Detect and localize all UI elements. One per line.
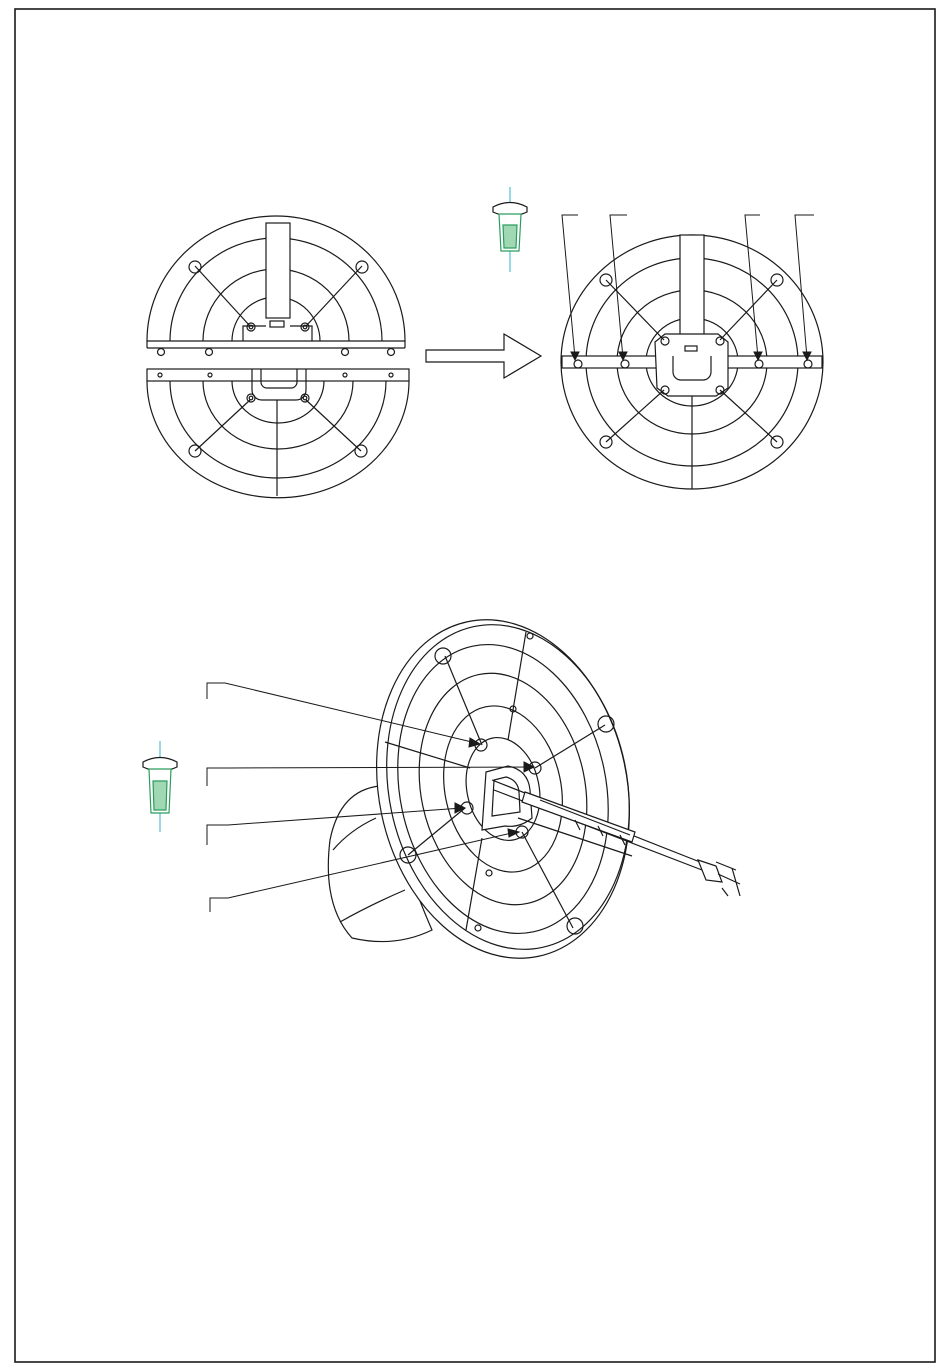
screw-icon <box>493 187 527 272</box>
upper-base-half <box>147 216 405 356</box>
lower-base-half <box>147 369 409 498</box>
flange-screw-bosses-upper <box>158 349 395 356</box>
screw-icon-2 <box>143 741 177 832</box>
plug-icon <box>698 860 740 896</box>
right-arrow-icon <box>426 334 541 378</box>
flange-holes-lower <box>158 373 393 377</box>
assembled-base <box>561 235 823 489</box>
